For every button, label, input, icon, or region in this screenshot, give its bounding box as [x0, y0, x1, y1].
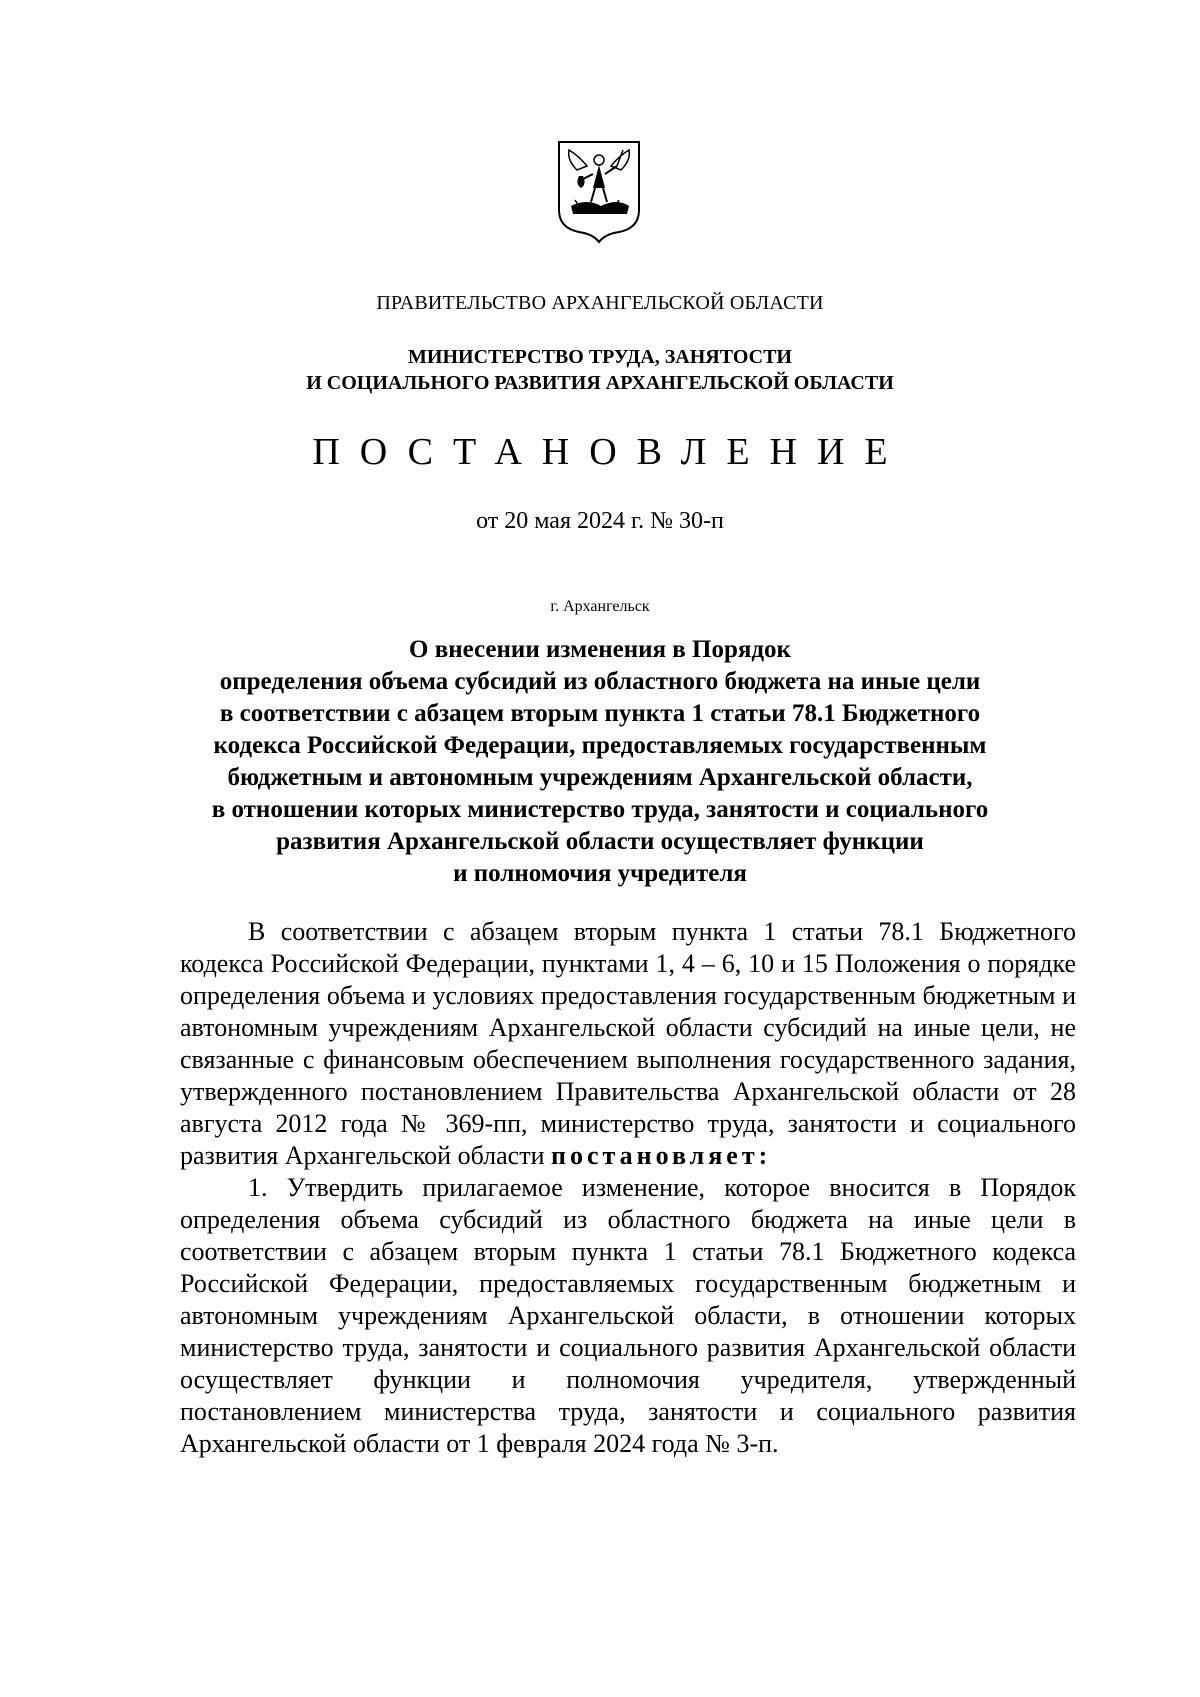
resolves-word: постановляет:	[551, 1141, 772, 1170]
document-type: ПОСТАНОВЛЕНИЕ	[312, 431, 908, 473]
title-line: в соответствии с абзацем вторым пункта 1 статьи 78.1 Бюджетного	[219, 700, 981, 727]
document-date-number: от 20 мая 2024 г. № 30-п	[476, 508, 724, 534]
ministry-line-1: МИНИСТЕРСТВО ТРУДА, ЗАНЯТОСТИ	[408, 346, 792, 368]
title-line: кодекса Российской Федерации, предоставляемых государственным	[213, 732, 987, 759]
ministry-name	[0, 344, 1200, 396]
preamble-paragraph	[180, 916, 1076, 1172]
title-line: определения объема субсидий из областного бюджета на иные цели	[219, 668, 981, 695]
title-line: в отношении которых министерство труда, занятости и социального	[211, 796, 989, 823]
title-line: бюджетным и автономным учреждениям Архангельской области,	[227, 764, 973, 791]
government-name: ПРАВИТЕЛЬСТВО АРХАНГЕЛЬСКОЙ ОБЛАСТИ	[376, 292, 824, 314]
coat-of-arms-icon	[557, 140, 641, 244]
document-city: г. Архангельск	[550, 598, 650, 615]
title-line: и полномочия учредителя	[453, 860, 747, 887]
item-1-paragraph: 1. Утвердить прилагаемое изменение, которое вносится в Порядок определения объема субсидий из областного бюджета на иные цели в соответствии с абзацем вторым пункта 1 статьи 78.1 Бюджетного кодекса Российской Федерации, предоставляемых государственным бюджетным и автономным учреждениям Архангельской области, в отношении которых министерство труда, занятости и социального развития Архангельской области осуществляет функции и полномочия учредителя, утвержденный постановлением министерства труда, занятости и социального развития Архангельской области от 1 февраля 2024 года № 3-п.	[180, 1173, 1076, 1458]
title-line: О внесении изменения в Порядок	[409, 636, 791, 663]
document-body	[180, 916, 1076, 1460]
title-line: развития Архангельской области осуществляет функции	[276, 828, 924, 855]
ministry-line-2: И СОЦИАЛЬНОГО РАЗВИТИЯ АРХАНГЕЛЬСКОЙ ОБЛАСТИ	[306, 372, 894, 394]
preamble-text: В соответствии с абзацем вторым пункта 1 статьи 78.1 Бюджетного кодекса Российской Федерации, пунктами 1, 4 – 6, 10 и 15 Положения о порядке определения объема и условиях предоставления государственным бюджетным и автономным учреждениям Архангельской области субсидий на иные цели, не связанные с финансовым обеспечением выполнения государственного задания, утвержденного постановлением Правительства Архангельской области от 28 августа 2012 года № 369-пп, министерство труда, занятости и социального развития Архангельской области	[180, 917, 1076, 1170]
document-title	[150, 634, 1050, 890]
